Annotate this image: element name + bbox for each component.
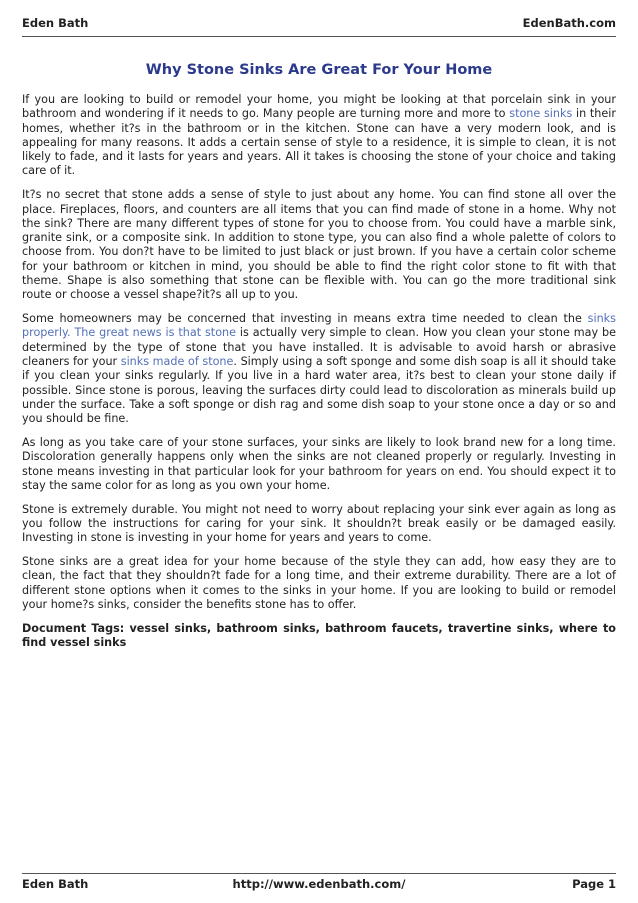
sinks-properly-link[interactable]: sinks properly. The great news is that stone [22,312,616,340]
article-title: Why Stone Sinks Are Great For Your Home [145,62,493,78]
page-header [22,14,616,37]
stone-sinks-link[interactable]: stone sinks [509,107,573,121]
paragraph-1: If you are looking to build or remodel your home, you might be looking at that porcelain sink in your bathroom and wondering if it needs to go. Many people are turning more and more to stone sinks in their homes, whether it?s in the bathroom or in the kitchen. Stone can have a very modern look, and is appealing for many reasons. It adds a certain sense of style to a residence, it is simple to clean, it is not likely to fade, and it lasts for years and years. All it takes is choosing the stone of your choice and taking care of it. [22,93,616,178]
document-tags: Document Tags: vessel sinks, bathroom sinks, bathroom faucets, travertine sinks, where to find vessel sinks [22,621,616,650]
page-number: Page 1 [572,877,616,891]
paragraph-3: Some homeowners may be concerned that investing in means extra time needed to clean the sinks properly. The great news is that stone is actually very simple to clean. How you clean your stone may be determined by the type of stone that you have installed. It is advisable to avoid harsh or abrasive cleaners for your sinks made of stone. Simply using a soft sponge and some dish soap is all it should take if you clean your sinks regularly. If you live in a hard water area, it?s best to clean your stone daily if possible. Since stone is porous, leaving the surfaces dirty could lead to discoloration as minerals build up under the surface. Take a soft sponge or dish rag and some dish soap to your stone once a day or so and you should be fine. [22,312,617,426]
paragraph-6: Stone sinks are a great idea for your home because of the style they can add, how easy they are to clean, the fact that they shouldn?t fade for a long time, and their extreme durability. There are a lot of different stone options when it comes to the sinks in your home. If you are looking to build or remodel your home?s sinks, consider the benefits stone has to offer. [22,555,616,611]
header-domain: EdenBath.com [522,16,616,30]
page-footer [22,873,616,895]
footer-url[interactable]: http://www.edenbath.com/ [232,877,406,891]
paragraph-2: It?s no secret that stone adds a sense of style to just about any home. You can find stone all over the place. Fireplaces, floors, and counters are all items that you can find made of stone in a home. Why not the sink? There are many different types of stone for you to choose from. You could have a marble sink, granite sink, or a composite sink. In addition to stone type, you can also find a whole palette of colors to choose from. You don?t have to be limited to just black or just brown. If you have a certain color scheme for your bathroom or kitchen in mind, you should be able to find the right color stone to fit with that theme. Shape is also something that stone can be flexible with. You can go the more traditional sink route or choose a vessel shape?it?s all up to you. [22,188,616,302]
article-body [22,93,616,660]
sinks-made-of-stone-link[interactable]: sinks made of stone [120,355,234,369]
footer-site-name: Eden Bath [22,877,89,891]
paragraph-5: Stone is extremely durable. You might not need to worry about replacing your sink ever again as long as you follow the instructions for caring for your sink. It shouldn?t break easily or be damaged easily. Investing in stone is investing in your home for years and years to come. [22,502,616,545]
paragraph-4: As long as you take care of your stone surfaces, your sinks are likely to look brand new for a long time. Discoloration generally happens only when the sinks are not cleaned properly or regularly. Investing in stone means investing in that particular look for your bathroom for years on end. You should expect it to stay the same color for as long as you own your home. [22,436,616,492]
header-site-name: Eden Bath [22,16,89,30]
